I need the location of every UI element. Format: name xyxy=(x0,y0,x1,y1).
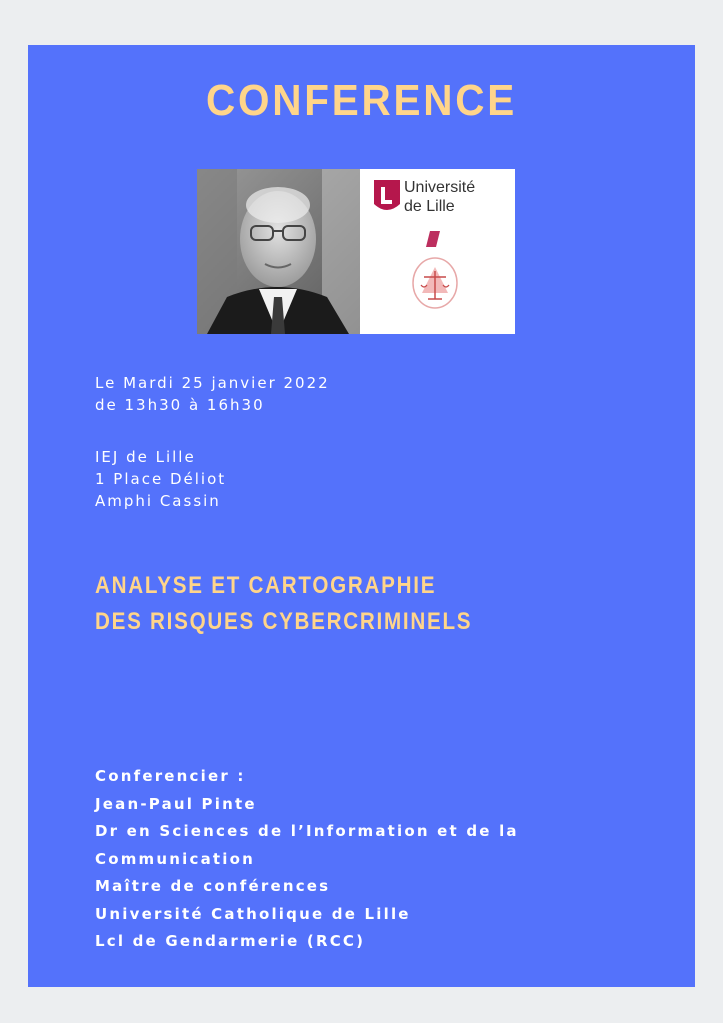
speaker-name: Jean-Paul Pinte xyxy=(95,794,257,813)
speaker-role: Maître de conférences xyxy=(95,877,331,895)
page-title: CONFERENCE xyxy=(206,76,517,125)
speaker-heading: Conferencier : xyxy=(95,767,246,785)
venue-line-2: 1 Place Déliot xyxy=(95,470,227,488)
speaker-institution: Université Catholique de Lille xyxy=(95,904,411,923)
subject-line-2: DES RISQUES CYBERCRIMINELS xyxy=(95,608,473,635)
subject-line-1: ANALYSE ET CARTOGRAPHIE xyxy=(95,572,437,599)
speaker-rank: Lcl de Gendarmerie (RCC) xyxy=(95,932,366,950)
conference-subject xyxy=(95,568,472,640)
speaker-portrait xyxy=(197,169,360,334)
speaker-degree-line-2: Communication xyxy=(95,849,255,868)
iej-seal-icon xyxy=(410,255,460,315)
speaker-degree-line-1: Dr en Sciences de l’Information et de la xyxy=(95,822,519,840)
venue-line-1: IEJ de Lille xyxy=(95,448,196,466)
venue-line-3: Amphi Cassin xyxy=(95,492,221,510)
logos-panel xyxy=(360,169,515,334)
event-date: Le Mardi 25 janvier 2022 xyxy=(95,374,330,392)
event-time: de 13h30 à 16h30 xyxy=(95,396,265,414)
universite-de-lille-logo-text: Université de Lille xyxy=(404,179,476,215)
speaker-info xyxy=(95,763,519,956)
header-image xyxy=(197,169,515,334)
universite-de-lille-logo-icon xyxy=(374,180,400,216)
event-venue xyxy=(95,446,226,512)
event-datetime xyxy=(95,372,330,416)
slash-mark-icon xyxy=(426,231,440,247)
